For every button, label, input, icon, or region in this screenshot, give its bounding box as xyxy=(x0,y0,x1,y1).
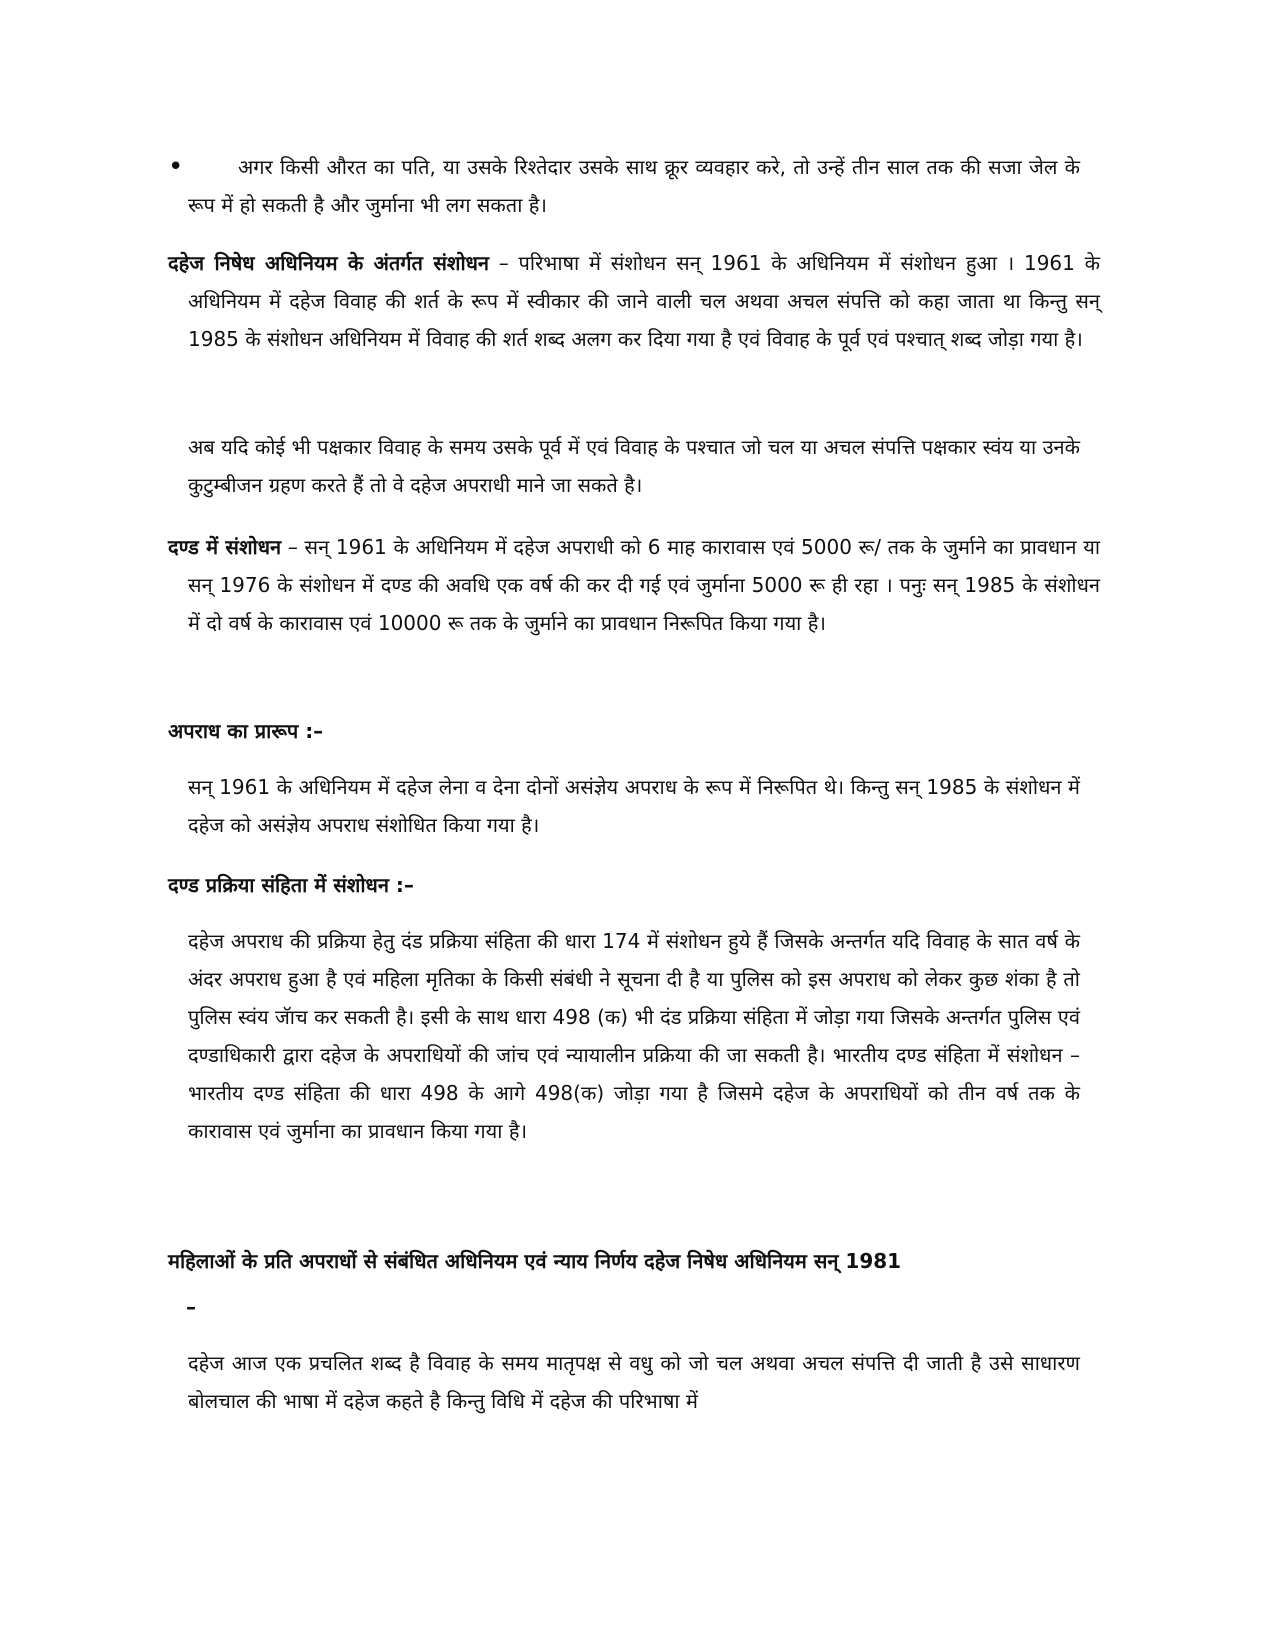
acts-heading: महिलाओं के प्रति अपराधों से संबंधित अधिनियम एवं न्याय निर्णय दहेज निषेध अधिनियम सन् 1981 xyxy=(168,1249,902,1273)
final-paragraph xyxy=(168,1344,1080,1420)
dowry-amendment-text: – परिभाषा में संशोधन सन् 1961 के अधिनियम में संशोधन हुआ । 1961 के अधिनियम में दहेज विवाह की शर्त के रूप में स्वीकार की जाने वाली चल अथवा अचल संपत्ति को कहा जाता था किन्तु सन् 1985 के संशोधन अधिनियम में विवाह की शर्त शब्द अलग कर दिया गया है एवं विवाह के पूर्व एवं पश्चात् शब्द जोड़ा गया है। xyxy=(188,251,1100,351)
offence-form-paragraph xyxy=(168,768,1080,844)
bullet-icon: • xyxy=(168,152,184,182)
dowry-amendment-heading: दहेज निषेध अधिनियम के अंतर्गत संशोधन xyxy=(168,251,490,275)
penalty-amendment-paragraph xyxy=(168,528,1100,642)
dowry-amendment-paragraph-2 xyxy=(168,428,1080,504)
crpc-amendment-paragraph xyxy=(168,922,1080,1150)
offence-form-text: सन् 1961 के अधिनियम में दहेज लेना व देना दोनों असंज्ञेय अपराध के रूप में निरूपित थे। किन्तु सन् 1985 के संशोधन में दहेज को असंज्ञेय अपराध संशोधित किया गया है। xyxy=(188,775,1080,837)
offence-form-heading: अपराध का प्रारूप :– xyxy=(168,719,324,743)
crpc-amendment-heading: दण्ड प्रक्रिया संहिता में संशोधन :– xyxy=(168,873,414,897)
acts-heading-dash: – xyxy=(186,1295,196,1319)
penalty-amendment-heading: दण्ड में संशोधन xyxy=(168,535,282,559)
dowry-amendment-paragraph xyxy=(168,244,1100,358)
dowry-amendment-text-2: अब यदि कोई भी पक्षकार विवाह के समय उसके पूर्व में एवं विवाह के पश्चात जो चल या अचल संपत्ति पक्षकार स्वंय या उनके कुटुम्बीजन ग्रहण करते हैं तो वे दहेज अपराधी माने जा सकते है। xyxy=(188,435,1080,497)
final-paragraph-text: दहेज आज एक प्रचलित शब्द है विवाह के समय मातृपक्ष से वधु को जो चल अथवा अचल संपत्ति दी जाती है उसे साधारण बोलचाल की भाषा में दहेज कहते है किन्तु विधि में दहेज की परिभाषा में xyxy=(188,1351,1080,1413)
crpc-amendment-text: दहेज अपराध की प्रक्रिया हेतु दंड प्रक्रिया संहिता की धारा 174 में संशोधन हुये हैं जिसके अन्तर्गत यदि विवाह के सात वर्ष के अंदर अपराध हुआ है एवं महिला मृतिका के किसी संबंधी ने सूचना दी है या पुलिस को इस अपराध को लेकर कुछ शंका है तो पुलिस स्वंय जॅाच कर सकती है। इसी के साथ धारा 498 (क) भी दंड प्रक्रिया संहिता में जोड़ा गया जिसके अन्तर्गत पुलिस एवं दण्डाधिकारी द्वारा दहेज के अपराधियों की जांच एवं न्यायालीन प्रक्रिया की जा सकती है। भारतीय दण्ड संहिता में संशोधन – भारतीय दण्ड संहिता की धारा 498 के आगे 498(क) जोड़ा गया है जिसमे दहेज के अपराधियों को तीन वर्ष तक के कारावास एवं जुर्माना का प्रावधान किया गया है। xyxy=(188,929,1080,1143)
penalty-amendment-text: – सन् 1961 के अधिनियम में दहेज अपराधी को 6 माह कारावास एवं 5000 रू/ तक के जुर्माने का प्रावधान या सन् 1976 के संशोधन में दण्ड की अवधि एक वर्ष की कर दी गई एवं जुर्माना 5000 रू ही रहा । पनुः सन् 1985 के संशोधन में दो वर्ष के कारावास एवं 10000 रू तक के जुर्माने का प्रावधान निरूपित किया गया है। xyxy=(188,535,1100,635)
bullet-text: अगर किसी औरत का पति, या उसके रिश्तेदार उसके साथ क्रूर व्यवहार करे, तो उन्हें तीन साल तक की सजा जेल के रूप में हो सकती है और जुर्माना भी लग सकता है। xyxy=(188,155,1080,217)
bullet-item xyxy=(168,148,1080,224)
